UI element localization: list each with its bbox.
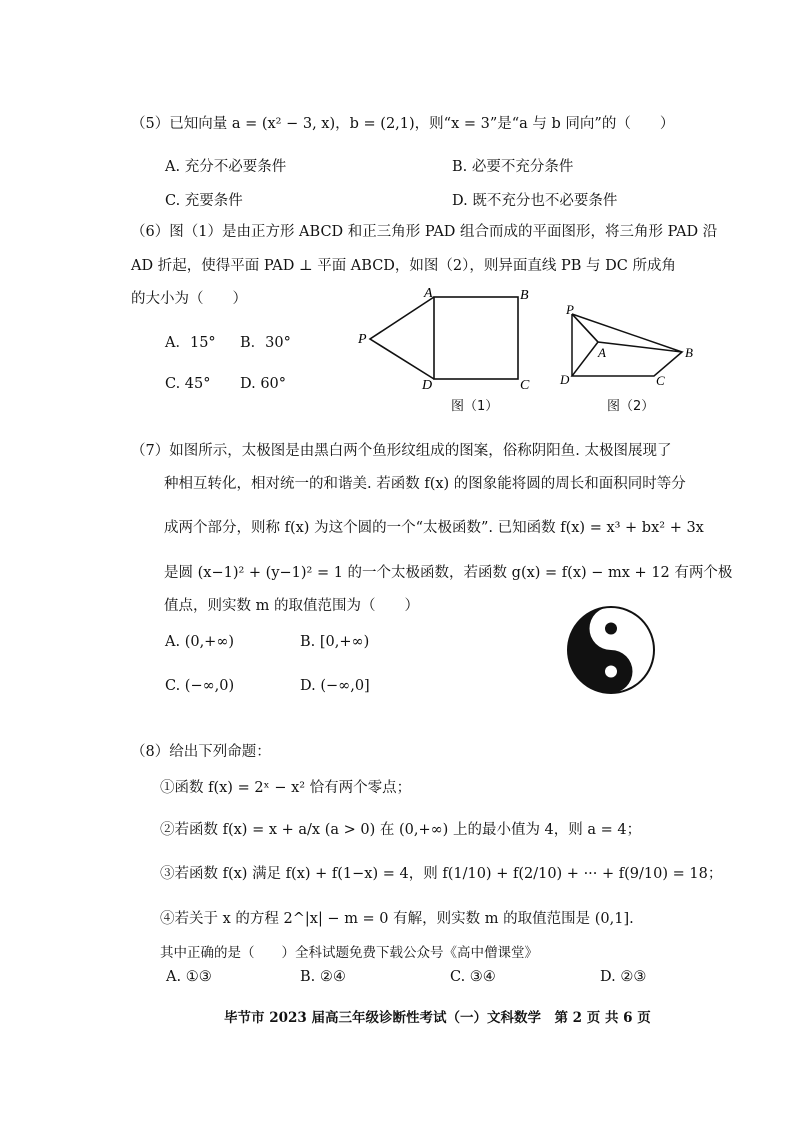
q6-option-c: C. 45° — [165, 376, 211, 392]
q8-item-1: ①函数 f(x) = 2ˣ − x² 恰有两个零点； — [160, 780, 412, 796]
q5-stem: （5）已知向量 a = (x² − 3, x)，b = (2,1)，则“x = 3”是“a 与 b 同向”的（ ） — [131, 116, 675, 132]
q7-option-b: B. [0,+∞) — [300, 634, 370, 650]
fig1-label-d: D — [422, 378, 433, 390]
q7-option-d: D. (−∞,0] — [300, 678, 370, 694]
q6-line-3: 的大小为（ ） — [131, 291, 247, 307]
q5-option-a: A. 充分不必要条件 — [165, 159, 287, 175]
figure-1-diagram — [352, 285, 542, 390]
fig2-label-c: C — [656, 373, 665, 388]
q6-option-b: B．30° — [240, 335, 291, 351]
q8-item-3: ③若函数 f(x) 满足 f(x) + f(1−x) = 4，则 f(1/10) + f(2/10) + ··· + f(9/10) = 18； — [160, 866, 723, 882]
q6-option-d: D. 60° — [240, 376, 287, 392]
q8-item-2: ②若函数 f(x) = x + a/x (a > 0) 在 (0,+∞) 上的最小值为 4，则 a = 4； — [160, 822, 642, 838]
q5-option-c: C. 充要条件 — [165, 193, 243, 209]
edge-pb — [572, 314, 682, 352]
taiji-symbol-icon — [565, 604, 657, 696]
q5-option-b: B. 必要不充分条件 — [452, 159, 574, 175]
q7-line-4: 是圆 (x−1)² + (y−1)² = 1 的一个太极函数，若函数 g(x) = f(x) − mx + 12 有两个极 — [164, 565, 733, 581]
q8-option-a: A. ①③ — [166, 969, 212, 985]
fig1-label-c: C — [520, 378, 530, 390]
q6-line-1: （6）图（1）是由正方形 ABCD 和正三角形 PAD 组合而成的平面图形，将三角形 PAD 沿 — [131, 224, 718, 240]
fig2-label-p: P — [566, 302, 574, 317]
q7-line-1: （7）如图所示，太极图是由黑白两个鱼形纹组成的图案，俗称阴阳鱼. 太极图展现了 — [131, 443, 672, 459]
fig1-label-a: A — [424, 286, 433, 301]
q7-line-3: 成两个部分，则称 f(x) 为这个圆的一个“太极函数”. 已知函数 f(x) = x³ + bx² + 3x — [164, 520, 704, 536]
q8-option-b: B. ②④ — [300, 969, 346, 985]
q8-option-d: D. ②③ — [600, 969, 647, 985]
figure-2-diagram — [556, 300, 706, 392]
q8-stem: （8）给出下列命题： — [131, 744, 271, 760]
q8-item-4: ④若关于 x 的方程 2^|x| − m = 0 有解，则实数 m 的取值范围是 (0,1]. — [160, 911, 634, 927]
q7-line-5: 值点，则实数 m 的取值范围为（ ） — [164, 598, 419, 614]
fig2-label-b: B — [685, 345, 693, 360]
figure-2-caption: 图（2） — [607, 399, 655, 414]
fig2-label-d: D — [560, 372, 570, 387]
q7-option-c: C. (−∞,0) — [165, 678, 235, 694]
q7-line-2: 种相互转化，相对统一的和谐美. 若函数 f(x) 的图象能将圆的周长和面积同时等分 — [164, 476, 686, 492]
page-footer: 毕节市 2023 届高三年级诊断性考试（一）文科数学 第 2 页 共 6 页 — [224, 1010, 651, 1026]
q6-line-2: AD 折起，使得平面 PAD ⊥ 平面 ABCD，如图（2），则异面直线 PB 与 DC 所成角 — [131, 258, 676, 274]
q7-option-a: A. (0,+∞) — [165, 634, 235, 650]
q8-option-c: C. ③④ — [450, 969, 496, 985]
base-outline — [572, 314, 682, 376]
fig1-label-b: B — [520, 288, 529, 303]
q8-ask: 其中正确的是（ ）全科试题免费下载公众号《高中僧课堂》 — [160, 945, 538, 961]
triangle-pad — [370, 297, 434, 379]
q5-option-d: D. 既不充分也不必要条件 — [452, 193, 618, 209]
figure-1-caption: 图（1） — [451, 399, 499, 414]
fig2-label-a: A — [598, 345, 606, 360]
square-abcd — [434, 297, 518, 379]
fig1-label-p: P — [358, 332, 367, 347]
q6-option-a: A．15° — [165, 335, 216, 351]
